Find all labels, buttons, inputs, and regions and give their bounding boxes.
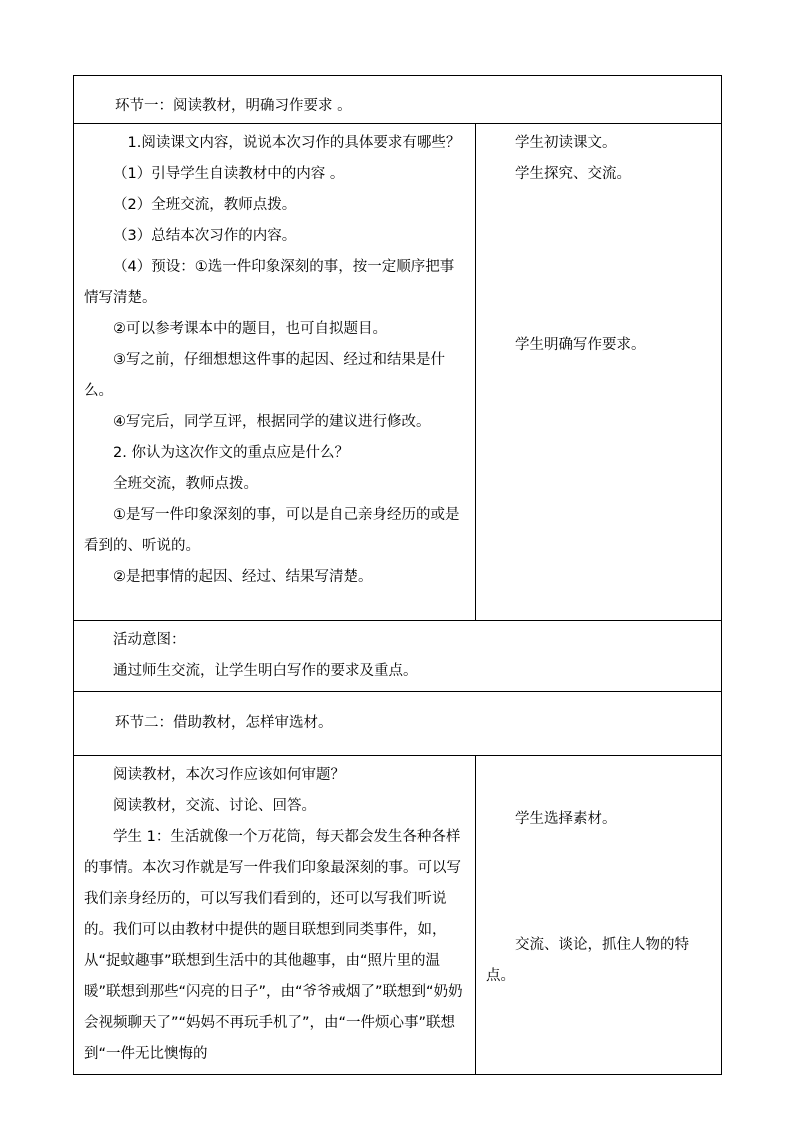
lesson-plan-table — [73, 75, 722, 1075]
section2-right-cell — [476, 756, 722, 1075]
section1-line-11: ①是写一件印象深刻的事，可以是自己亲身经历的或是看到的、听说的。 — [84, 507, 460, 554]
intent-title: 活动意图： — [113, 632, 186, 648]
section2-header: 环节二：借助教材，怎样审选材。 — [115, 715, 333, 731]
section1-line-1: 1.阅读课文内容，说说本次习作的具体要求有哪些？ — [127, 135, 461, 151]
section1-line-4: （3）总结本次习作的内容。 — [113, 228, 297, 244]
section1-left-cell — [74, 124, 476, 621]
section2-note-1: 学生选择素材。 — [515, 811, 617, 827]
section1-note-3: 学生明确写作要求。 — [515, 337, 646, 353]
section1-line-10: 全班交流，教师点拨。 — [113, 476, 258, 492]
section1-line-5: （4）预设：①选一件印象深刻的事，按一定顺序把事情写清楚。 — [84, 259, 455, 306]
section1-intent-cell — [74, 621, 722, 692]
section1-line-9: 2. 你认为这次作文的重点应是什么？ — [113, 445, 349, 461]
section1-note-2: 学生探究、交流。 — [515, 166, 631, 182]
intent-text: 通过师生交流，让学生明白写作的要求及重点。 — [113, 663, 418, 679]
section1-header: 环节一：阅读教材，明确习作要求 。 — [115, 98, 352, 114]
section1-line-2: （1）引导学生自读教材中的内容 。 — [113, 166, 345, 182]
section1-line-12: ②是把事情的起因、经过、结果写清楚。 — [113, 569, 373, 585]
section2-line-1: 阅读教材，本次习作应该如何审题？ — [113, 767, 345, 783]
section1-line-3: （2）全班交流，教师点拨。 — [113, 197, 297, 213]
section2-header-cell — [74, 692, 722, 756]
section1-note-1: 学生初读课文。 — [515, 135, 617, 151]
lesson-plan-page — [73, 75, 721, 1064]
section1-line-7: ③写之前，仔细想想这件事的起因、经过和结果是什么。 — [84, 352, 445, 399]
section2-left-cell — [74, 756, 476, 1075]
section1-right-cell — [476, 124, 722, 621]
section2-line-3: 学生 1：生活就像一个万花筒，每天都会发生各种各样的事情。本次习作就是写一件我们印象最深刻的事。可以写我们亲身经历的，可以写我们看到的，还可以写我们听说的。我们可以由教材中提供的题目联想到同类事件，如，从“捉蚊趣事”联想到生活中的其他趣事，由“照片里的温暖”联想到那些“闪亮的日子”，由“爷爷戒烟了”联想到“奶奶会视频聊天了”“妈妈不再玩手机了”，由“一件烦心事”联想到“一件无比懊悔的 — [84, 829, 463, 1062]
section2-line-2: 阅读教材，交流、讨论、回答。 — [113, 798, 316, 814]
section1-line-6: ②可以参考课本中的题目，也可自拟题目。 — [113, 321, 387, 337]
section2-note-2: 交流、谈论，抓住人物的特点。 — [486, 937, 689, 984]
section1-line-8: ④写完后，同学互评，根据同学的建议进行修改。 — [113, 414, 431, 430]
section1-header-cell — [74, 76, 722, 124]
